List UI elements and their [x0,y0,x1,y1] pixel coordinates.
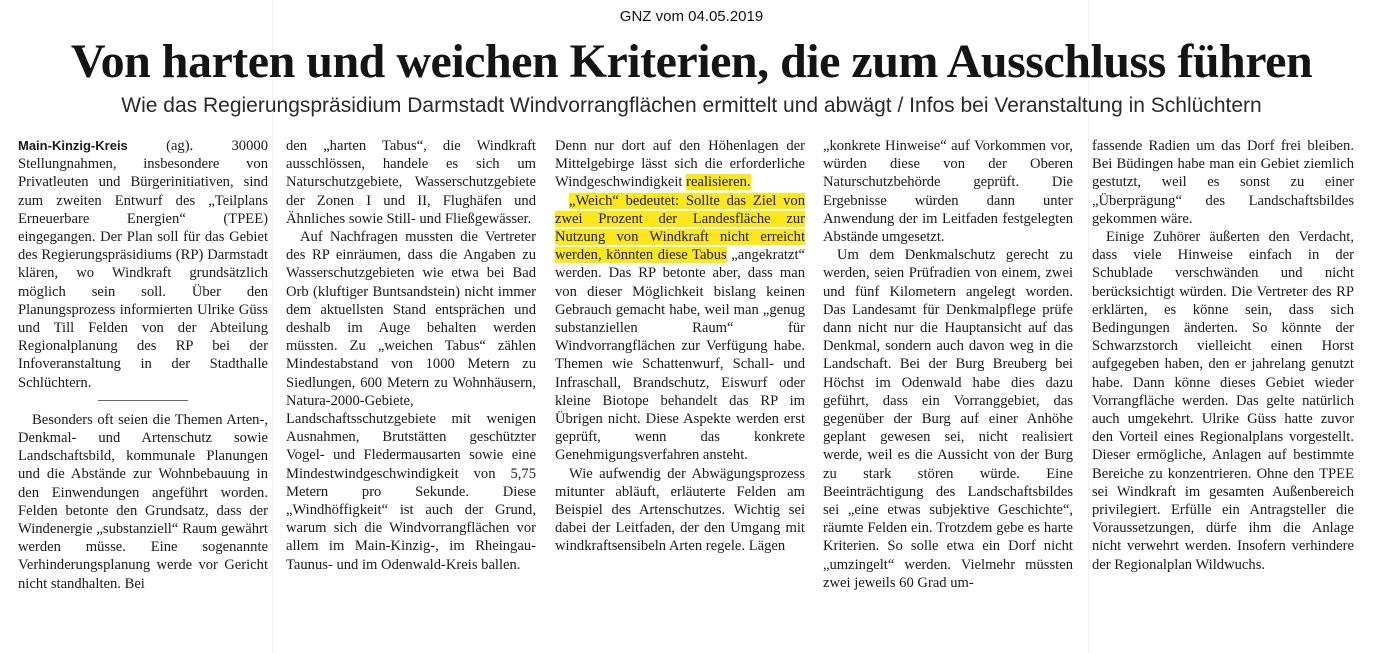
article-column-2 [286,137,536,617]
source-label: GNZ vom 04.05.2019 [619,8,764,25]
article-headline: Von harten und weichen Kriterien, die zum Ausschluss führen [70,35,1313,88]
scan-fold-line [272,0,273,653]
article-dateline: Main-Kinzig-Kreis [18,138,128,153]
paragraph-text: „angekratzt“ werden. Das RP betonte aber, dass man von dieser Möglichkeit bislang keinen Gebrauch gemacht habe, weil man „genug substanziellen Raum“ für Windvorrangflächen zur Verfügung habe. Themen wie Schattenwurf, Schall- und Infraschall, Brandschutz, Eiswurf oder kleine Biotope behandelt das RP im Übrigen nicht. Diese Aspekte werden erst geprüft, wenn das konkrete Genehmigungsverfahren ansteht. [555,247,805,464]
article-paragraph [555,137,805,192]
article-paragraph: Auf Nachfragen mussten die Vertreter des RP einräumen, dass die Angaben zu Wasserschutzgebieten wie etwa bei Bad Orb (kluftiger Buntsandstein) nicht immer dem aktuellsten Stand entsprächen und deshalb im Auge behalten werden müssten. Zu „weichen Tabus“ zählen Mindestabstand von 1000 Metern zu Siedlungen, 600 Metern zu Wohnhäusern, Natura-2000-Gebiete, Landschaftsschutzgebiete mit wenigen Ausnahmen, Brutstätten geschützter Vogel- und Fledermausarten sowie eine Mindestwindgeschwindigkeit von 5,75 Metern pro Sekunde. Diese „Windhöffigkeit“ ist auch der Grund, warum sich die Windvorrangflächen vor allem im Main-Kinzig-, im Rheingau-Taunus- und im Odenwald-Kreis ballen. [286,229,536,573]
paragraph-text: Denn nur dort auf den Höhenlagen der Mittelgebirge lässt sich die erforderliche Windgeschwindigkeit [555,138,805,191]
section-divider [98,400,188,401]
article-subheadline: Wie das Regierungspräsidium Darmstadt Windvorrangflächen ermittelt und abwägt / Infos bei Veranstaltung in Schlüchtern [121,94,1262,117]
scan-fold-line [1088,0,1089,653]
article-paragraph: Einige Zuhörer äußerten den Verdacht, dass viele Hinweise einfach in der Schublade verschwänden und nicht berücksichtigt würden. Die Vertreter des RP erklärten, es könne sein, dass sich Bedingungen änderten. So könnte der Schwarzstorch vielleicht einen Horst aufgegeben haben, den er jahrelang genutzt habe. Dann könne dieses Gebiet wieder Vorrangfläche werden. Das gelte natürlich auch umgekehrt. Ulrike Güss hatte zuvor den Vorteil eines Regionalplans vorgestellt. Dieser ermögliche, Anlagen auf bestimmte Bereiche zu konzentrieren. Ohne den TPEE sei Windkraft im gesamten Außenbereich privilegiert. Erfülle ein Antragsteller die Voraussetzungen, dürfe ihm die Anlage nicht verwehrt werden. Insofern verhindere der Regionalplan Wildwuchs. [1092,229,1354,573]
article-paragraph: „konkrete Hinweise“ auf Vorkommen vor, würden diese von der Oberen Naturschutzbehörde geprüft. Die Ergebnisse würden dann unter Anwendung der im Leitfaden festgelegten Abstände umgesetzt. [823,138,1073,246]
highlighted-text: realisieren. [686,174,751,191]
article-paragraph: Wie aufwendig der Abwägungsprozess mitunter abläuft, erläuterte Felden am Beispiel des Artenschutzes. Wichtig sei dabei der Leitfaden, der den Umgang mit windkraftsensibeln Arten regele. Lägen [555,465,805,555]
article-paragraph [18,137,268,392]
article-column-1 [18,137,268,617]
article-paragraph: Um dem Denkmalschutz gerecht zu werden, seien Prüfradien von einem, zwei und fünf Kilometern angelegt worden. Das Landesamt für Denkmalpflege prüfe dann nicht nur die Hauptansicht auf das Denkmal, sondern auch davon weg in die Landschaft. Bei der Burg Breuberg bei Höchst im Odenwald habe dies dazu geführt, dass ein Vorranggebiet, das gegenüber der Burg auf einer Anhöhe geplant gewesen sei, nicht realisiert werde, weil es die Aussicht von der Burg zu stark stören würde. Eine Beeinträchtigung des Landschaftsbildes sei „eine etwas subjektive Geschichte“, räumte Felden ein. Trotzdem gebe es harte Kriterien. So solle etwa ein Dorf nicht „umzingelt“ werden. Vielmehr müssten zwei jeweils 60 Grad um- [823,247,1073,591]
article-paragraph: Besonders oft seien die Themen Arten-, Denkmal- und Artenschutz sowie Landschaftsbild, kommunale Planungen und die Abstände zur Wohnbebauung in den Einwendungen angeführt worden. Felden betonte den Grundsatz, dass der Windenergie „substanziell“ Raum gewährt werden müsse. Eine sogenannte Verhinderungsplanung werde vor Gericht nicht standhalten. Bei [18,411,268,592]
highlighted-text: „Weich“ bedeutet: Sollte das Ziel von zwei Prozent der Landesfläche zur Nutzung von Windkraft nicht erreicht werden, könnten diese Tabus [555,192,805,264]
article-column-3 [555,137,805,617]
article-column-4 [823,137,1073,617]
paragraph-text: (ag). 30000 Stellungnahmen, insbesondere von Privatleuten und Bürgerinitiativen, sind zum zweiten Entwurf des „Teilplans Erneuerbare Energien“ (TPEE) eingegangen. Der Plan soll für das Gebiet des Regierungspräsidiums (RP) Darmstadt klären, wo Windkraft grundsätzlich möglich sein soll. Über den Planungsprozess informierten Ulrike Güss und Till Felden von der Abteilung Regionalplanung des RP bei der Infoveranstaltung in der Stadthalle Schlüchtern. [18,138,268,391]
article-column-5 [1092,137,1354,617]
article-body [18,137,1373,617]
article-paragraph [555,192,805,465]
article-paragraph: den „harten Tabus“, die Windkraft ausschlössen, handele es sich um Naturschutzgebiete, Wasserschutzgebiete der Zonen I und II, Flughäfen und Ähnliches sowie Still- und Fließgewässer. [286,138,536,227]
article-paragraph: fassende Radien um das Dorf frei bleiben. Bei Büdingen habe man ein Gebiet ziemlich gestutzt, weil es sonst zu einer „Überprägung“ des Landschaftsbildes gekommen wäre. [1092,138,1354,227]
